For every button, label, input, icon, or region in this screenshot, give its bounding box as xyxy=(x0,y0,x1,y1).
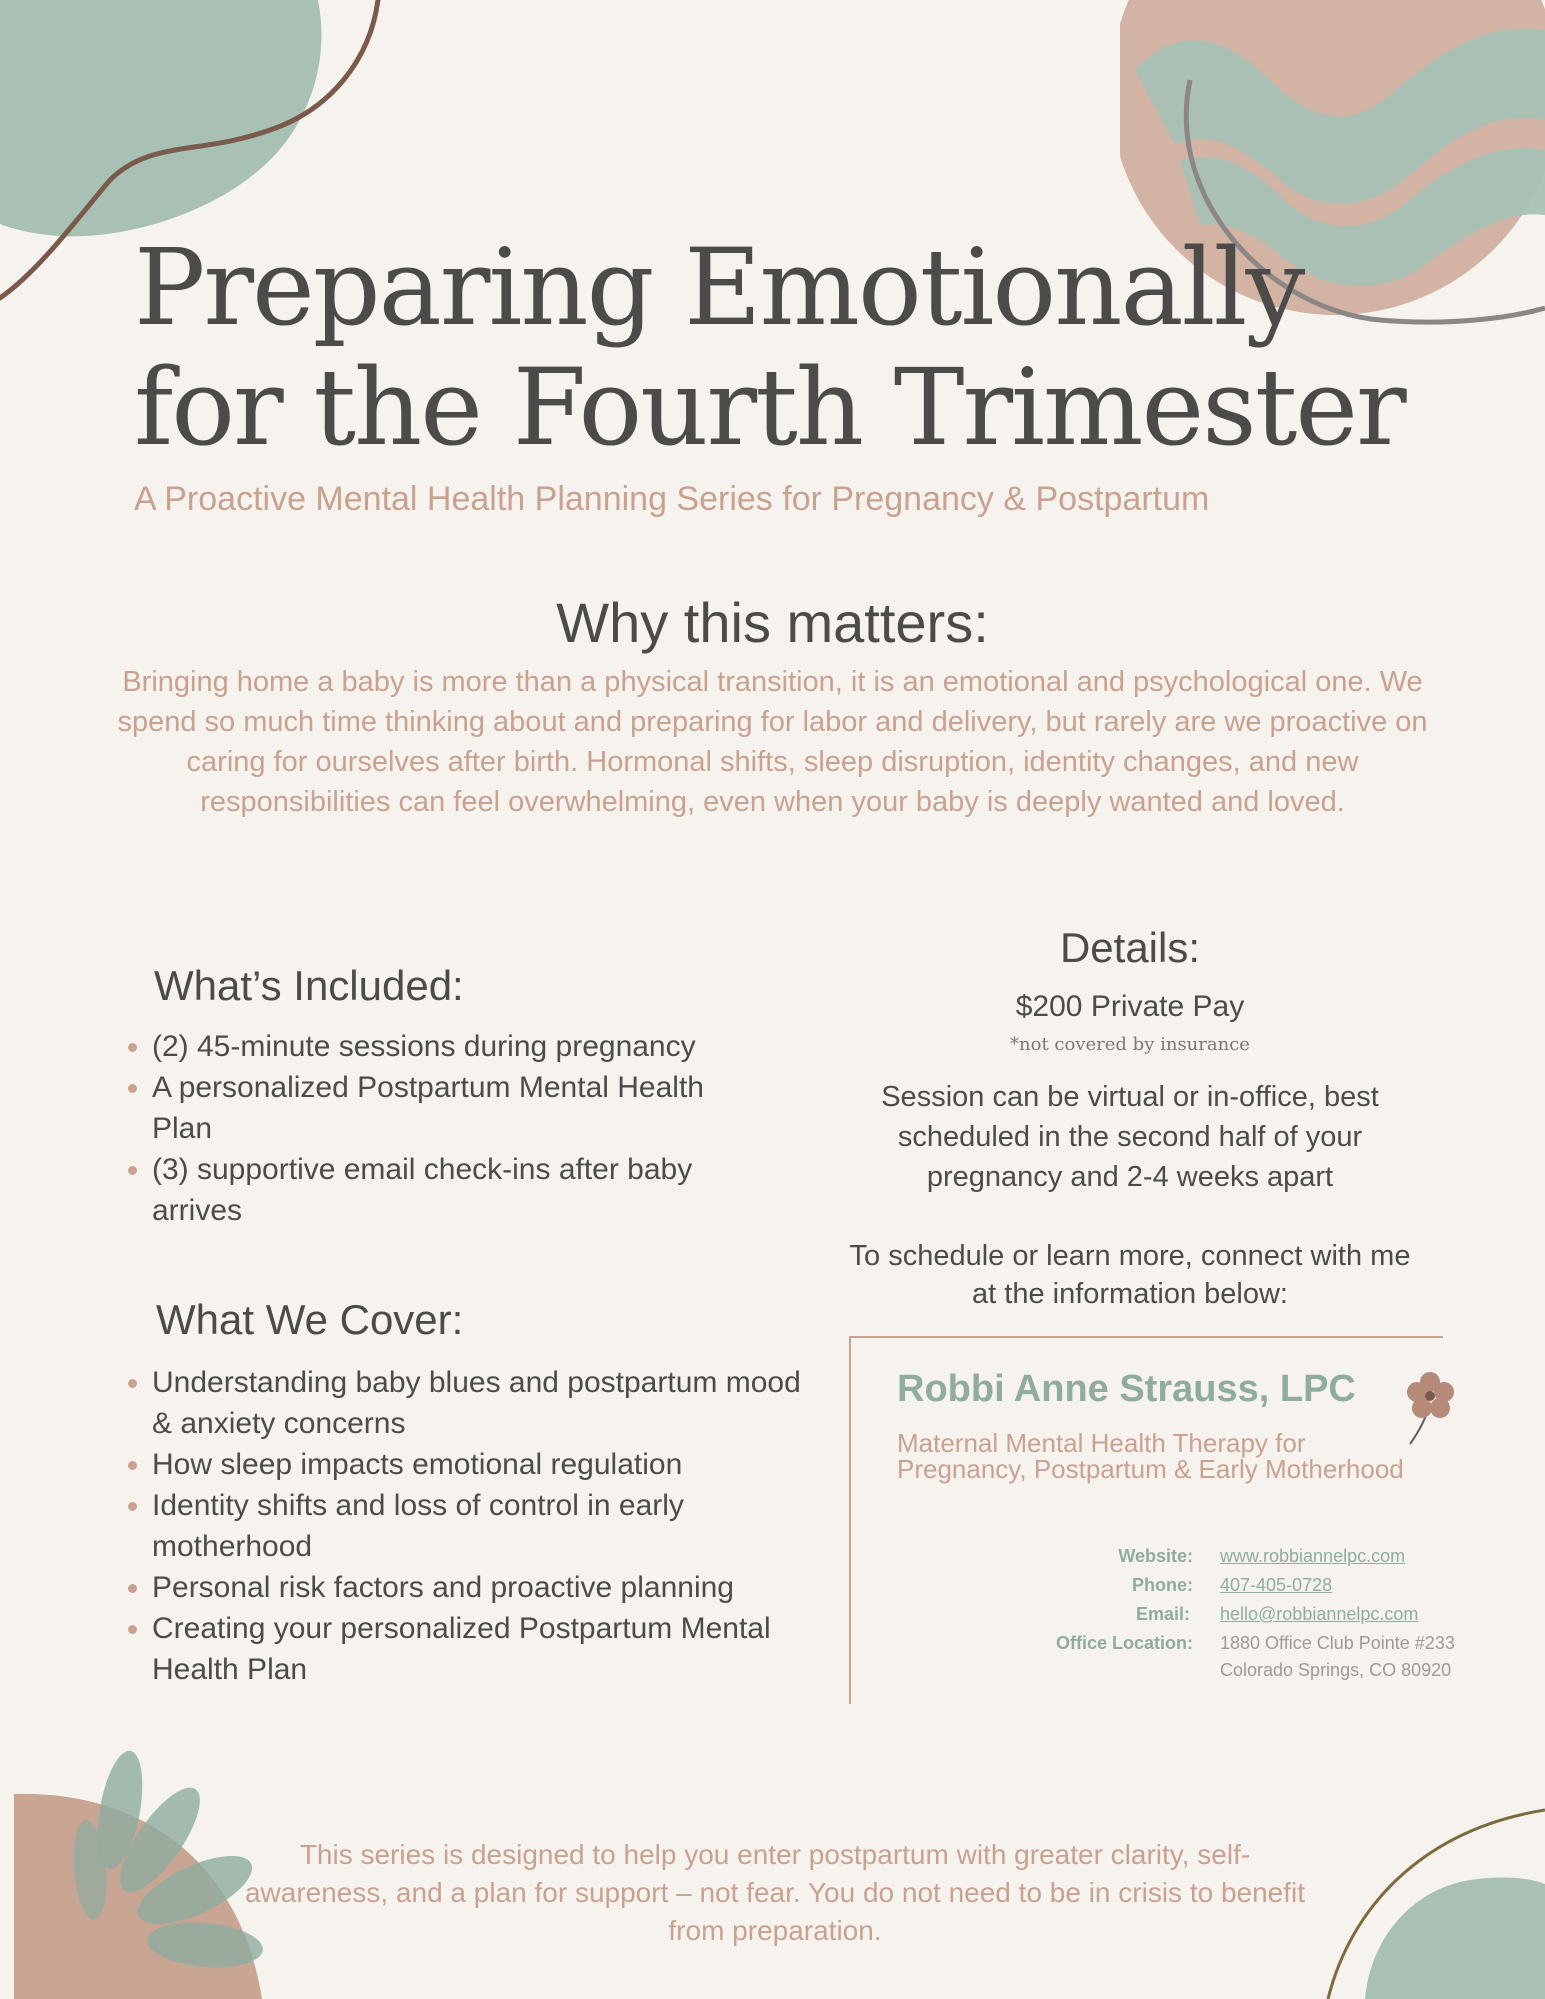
included-list xyxy=(126,1026,712,1231)
flower-icon xyxy=(1400,1368,1460,1448)
bottom-right-decoration xyxy=(1320,1800,1545,1999)
therapist-name: Robbi Anne Strauss, LPC xyxy=(897,1368,1356,1410)
why-heading: Why this matters: xyxy=(556,591,989,654)
office-line-1: 1880 Office Club Pointe #233 xyxy=(1220,1633,1455,1653)
cover-list xyxy=(126,1362,812,1690)
connect-text: To schedule or learn more, connect with me at the information below: xyxy=(849,1240,1411,1310)
office-line-2: Colorado Springs, CO 80920 xyxy=(1220,1660,1452,1680)
insurance-note: *not covered by insurance xyxy=(1010,1034,1250,1055)
list-item: • (2) 45-minute sessions during pregnancy xyxy=(152,1026,712,1067)
tagline-line-1: Maternal Mental Health Therapy for xyxy=(897,1428,1306,1458)
footer-text: This series is designed to help you enter postpartum with greater clarity, self-awareness, and a plan for support – not fear. You do not need to be in crisis to benefit from preparation. xyxy=(244,1839,1306,1946)
cover-heading: What We Cover: xyxy=(156,1296,464,1343)
website-link[interactable]: www.robbiannelpc.com xyxy=(1220,1546,1406,1566)
list-item: • Creating your personalized Postpartum Mental Health Plan xyxy=(152,1608,812,1690)
why-body: Bringing home a baby is more than a physical transition, it is an emotional and psychological one. We spend so much time thinking about and preparing for labor and delivery, but rarely are we proactive on caring for ourselves after birth. Hormonal shifts, sleep disruption, identity changes, and new responsibilities can feel overwhelming, even when your baby is deeply wanted and loved. xyxy=(117,666,1428,818)
details-section xyxy=(835,924,1425,1313)
phone-label: Phone: xyxy=(1132,1575,1193,1595)
list-item: • Identity shifts and loss of control in early motherhood xyxy=(152,1485,812,1567)
details-heading: Details: xyxy=(1059,924,1201,971)
list-item: • A personalized Postpartum Mental Health Plan xyxy=(152,1067,712,1149)
list-item: • How sleep impacts emotional regulation xyxy=(152,1444,812,1485)
email-link[interactable]: hello@robbiannelpc.com xyxy=(1220,1604,1419,1624)
session-info: Session can be virtual or in-office, best scheduled in the second half of your pregnancy and 2-4 weeks apart xyxy=(881,1081,1379,1193)
title-line-2: for the Fourth Trimester xyxy=(134,346,1405,469)
card-left-border xyxy=(849,1336,851,1704)
tagline-line-2: Pregnancy, Postpartum & Early Motherhood xyxy=(897,1454,1404,1484)
office-label: Office Location: xyxy=(1055,1633,1193,1653)
list-item: • (3) supportive email check-ins after baby arrives xyxy=(152,1149,712,1231)
card-top-border xyxy=(849,1336,1443,1338)
phone-link[interactable]: 407-405-0728 xyxy=(1220,1575,1333,1595)
therapist-tagline xyxy=(897,1430,1404,1482)
page-title xyxy=(134,228,1405,468)
list-item: • Personal risk factors and proactive planning xyxy=(152,1567,812,1608)
website-label: Website: xyxy=(1118,1546,1193,1566)
included-heading: What’s Included: xyxy=(154,962,464,1009)
subtitle: A Proactive Mental Health Planning Series for Pregnancy & Postpartum xyxy=(134,480,1210,518)
price: $200 Private Pay xyxy=(1015,990,1245,1023)
email-label: Email: xyxy=(1135,1604,1190,1624)
list-item: • Understanding baby blues and postpartum mood & anxiety concerns xyxy=(152,1362,812,1444)
title-line-1: Preparing Emotionally xyxy=(134,226,1304,349)
